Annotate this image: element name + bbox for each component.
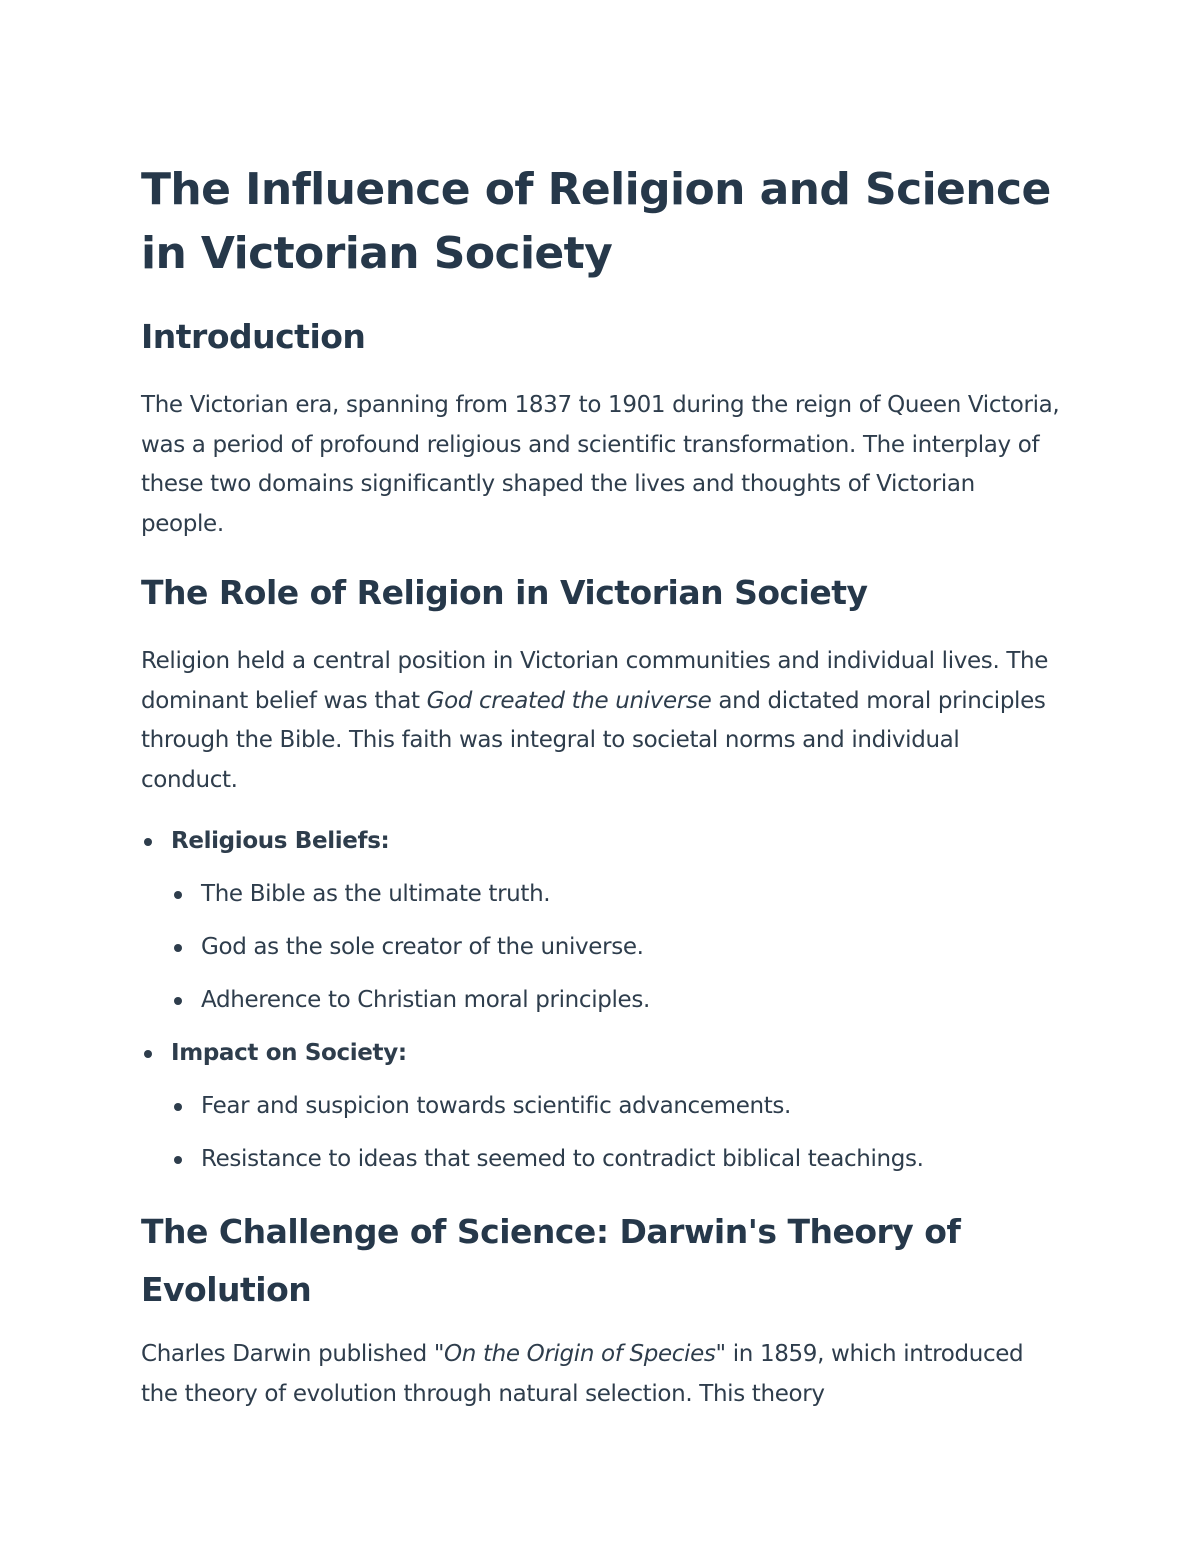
- section-heading-role-of-religion: The Role of Religion in Victorian Society: [141, 573, 868, 612]
- list-item: [171, 974, 1060, 1027]
- nested-bullet-list: [171, 868, 1060, 1027]
- bullet-icon: [144, 838, 152, 846]
- bullet-icon: [174, 997, 182, 1005]
- list-item-text: Fear and suspicion towards scientific advancements.: [201, 1093, 791, 1119]
- list-item: [141, 1027, 1060, 1186]
- list-item-text: God as the sole creator of the universe.: [201, 934, 644, 960]
- bullet-icon: [174, 1103, 182, 1111]
- list-item: [141, 815, 1060, 1027]
- paragraph-text: and dictated moral principles through the Bible. This faith was integral to societal norms and individual conduct.: [141, 687, 1046, 793]
- nested-bullet-list: [171, 1080, 1060, 1186]
- paragraph-emphasis: God created the universe: [426, 687, 712, 714]
- list-item-label: Religious Beliefs:: [171, 828, 390, 854]
- section-paragraph-challenge-of-science: [141, 1335, 1060, 1414]
- bullet-icon: [174, 944, 182, 952]
- list-item-text: The Bible as the ultimate truth.: [201, 881, 551, 907]
- section-heading-introduction: Introduction: [141, 317, 366, 356]
- bullet-list: [141, 815, 1060, 1186]
- list-item: [171, 1080, 1060, 1133]
- paragraph-text: in 1859, which introduced the theory of evolution through natural selection. This theory: [141, 1341, 1024, 1407]
- bullet-icon: [174, 1156, 182, 1164]
- list-item-text: Resistance to ideas that seemed to contradict biblical teachings.: [201, 1146, 924, 1172]
- list-item: [171, 1133, 1060, 1186]
- bullet-icon: [144, 1050, 152, 1058]
- list-item-text: Adherence to Christian moral principles.: [201, 987, 650, 1013]
- paragraph-text: Religion held a central position in Victorian communities and individual lives. The dominant belief was that: [141, 648, 1049, 714]
- paragraph-text: Charles Darwin published: [141, 1341, 434, 1367]
- section-paragraph-role-of-religion: [141, 642, 1060, 800]
- section-paragraph-introduction: The Victorian era, spanning from 1837 to 1901 during the reign of Queen Victoria, was a period of profound religious and scientific transformation. The interplay of these two domains significantly shaped the lives and thoughts of Victorian people.: [141, 392, 1060, 537]
- list-item: [171, 921, 1060, 974]
- list-item-label: Impact on Society:: [171, 1040, 407, 1066]
- section-heading-challenge-of-science: The Challenge of Science: Darwin's Theory of Evolution: [141, 1212, 961, 1309]
- bullet-icon: [174, 891, 182, 899]
- paragraph-emphasis: "On the Origin of Species": [433, 1341, 726, 1367]
- list-item: [171, 868, 1060, 921]
- document-title: The Influence of Religion and Science in Victorian Society: [141, 164, 1051, 279]
